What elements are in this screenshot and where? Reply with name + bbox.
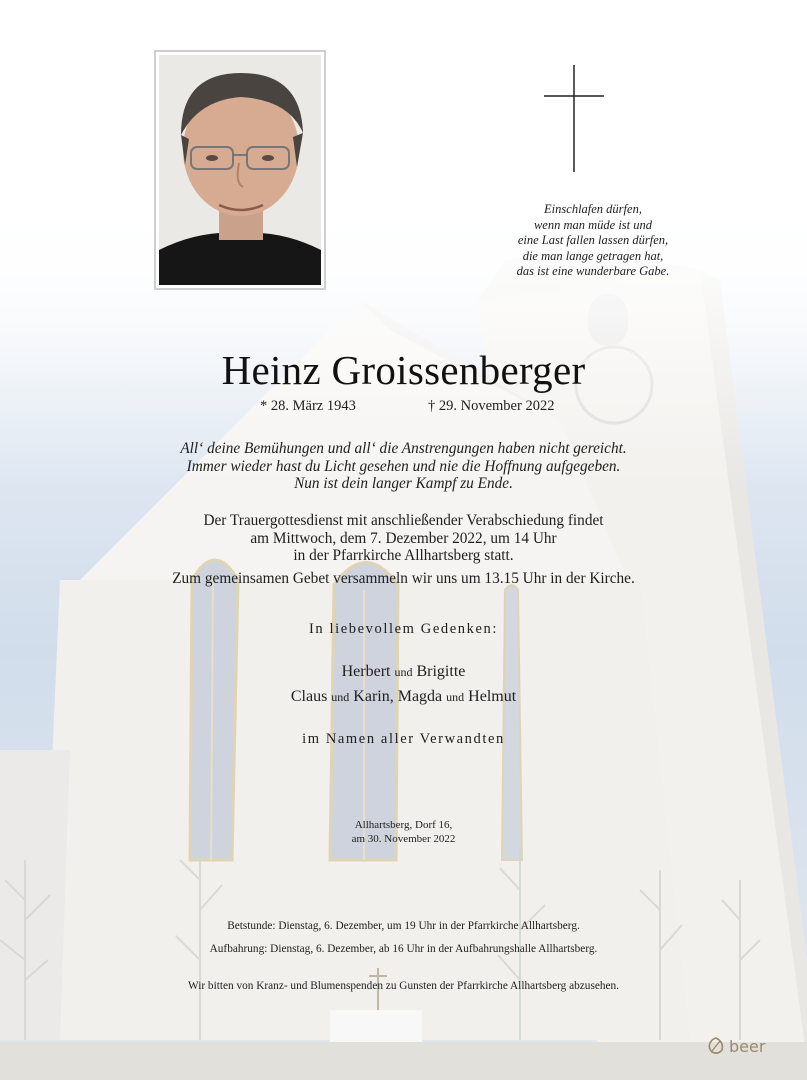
death-date: † 29. November 2022 <box>428 398 555 414</box>
leaf-logo-icon <box>706 1036 726 1056</box>
place-date <box>0 819 807 846</box>
poem-line: die man lange getragen hat, <box>522 248 664 263</box>
poem-line: Einschlafen dürfen, <box>544 202 642 216</box>
conjunction: und <box>331 690 350 704</box>
service-announcement <box>0 512 807 565</box>
service-line: am Mittwoch, dem 7. Dezember 2022, um 14 Uhr <box>250 529 557 547</box>
poem-line: das ist eine wunderbare Gabe. <box>516 264 670 279</box>
verse-line: All‘ deine Bemühungen und all‘ die Anstrengungen haben nicht gereicht. <box>180 440 627 457</box>
portrait-photo <box>154 50 326 290</box>
poem-line: wenn man müde ist und <box>533 217 653 232</box>
donation-note: Wir bitten von Kranz- und Blumenspenden zu Gunsten der Pfarrkirche Allhartsberg abzusehen. <box>187 980 619 992</box>
mourner-line-1 <box>0 663 807 681</box>
service-line: Der Trauergottesdienst mit anschließender Verabschiedung findet <box>203 512 604 529</box>
prayer-hour-note: Betstunde: Dienstag, 6. Dezember, um 19 Uhr in der Pfarrkirche Allhartsberg. <box>227 920 580 932</box>
prayer-note: Zum gemeinsamen Gebet versammeln wir uns um 13.15 Uhr in der Kirche. <box>172 570 635 587</box>
service-line: in der Pfarrkirche Allhartsberg statt. <box>293 547 514 564</box>
mourner-line-2 <box>0 688 807 706</box>
mourner-name: Helmut <box>468 688 517 705</box>
place-line: Allhartsberg, Dorf 16, <box>354 819 453 831</box>
verse-line: Immer wieder hast du Licht gesehen und nie die Hoffnung aufgegeben. <box>186 457 621 475</box>
poem-line: eine Last fallen lassen dürfen, <box>517 233 669 248</box>
cross-icon <box>544 65 604 172</box>
funeral-home-logo <box>706 1035 776 1057</box>
relatives-line: im Namen aller Verwandten <box>302 731 505 747</box>
mourner-name: Brigitte <box>416 663 466 680</box>
birth-date: * 28. März 1943 <box>260 398 356 414</box>
logo-text: beer <box>729 1036 766 1056</box>
poem <box>466 202 720 280</box>
mourner-name: Karin, Magda <box>353 688 443 705</box>
date-line: am 30. November 2022 <box>351 832 456 845</box>
verse-line: Nun ist dein langer Kampf zu Ende. <box>294 475 513 492</box>
viewing-note: Aufbahrung: Dienstag, 6. Dezember, ab 16 Uhr in der Aufbahrungshalle Allhartsberg. <box>209 943 598 955</box>
memory-heading: In liebevollem Gedenken: <box>309 621 498 637</box>
mourner-name: Claus <box>290 688 328 705</box>
conjunction: und <box>446 690 465 704</box>
mourner-name: Herbert <box>341 663 391 680</box>
deceased-name: Heinz Groissenberger <box>221 347 586 393</box>
memorial-verse <box>0 440 807 493</box>
conjunction: und <box>394 665 413 679</box>
